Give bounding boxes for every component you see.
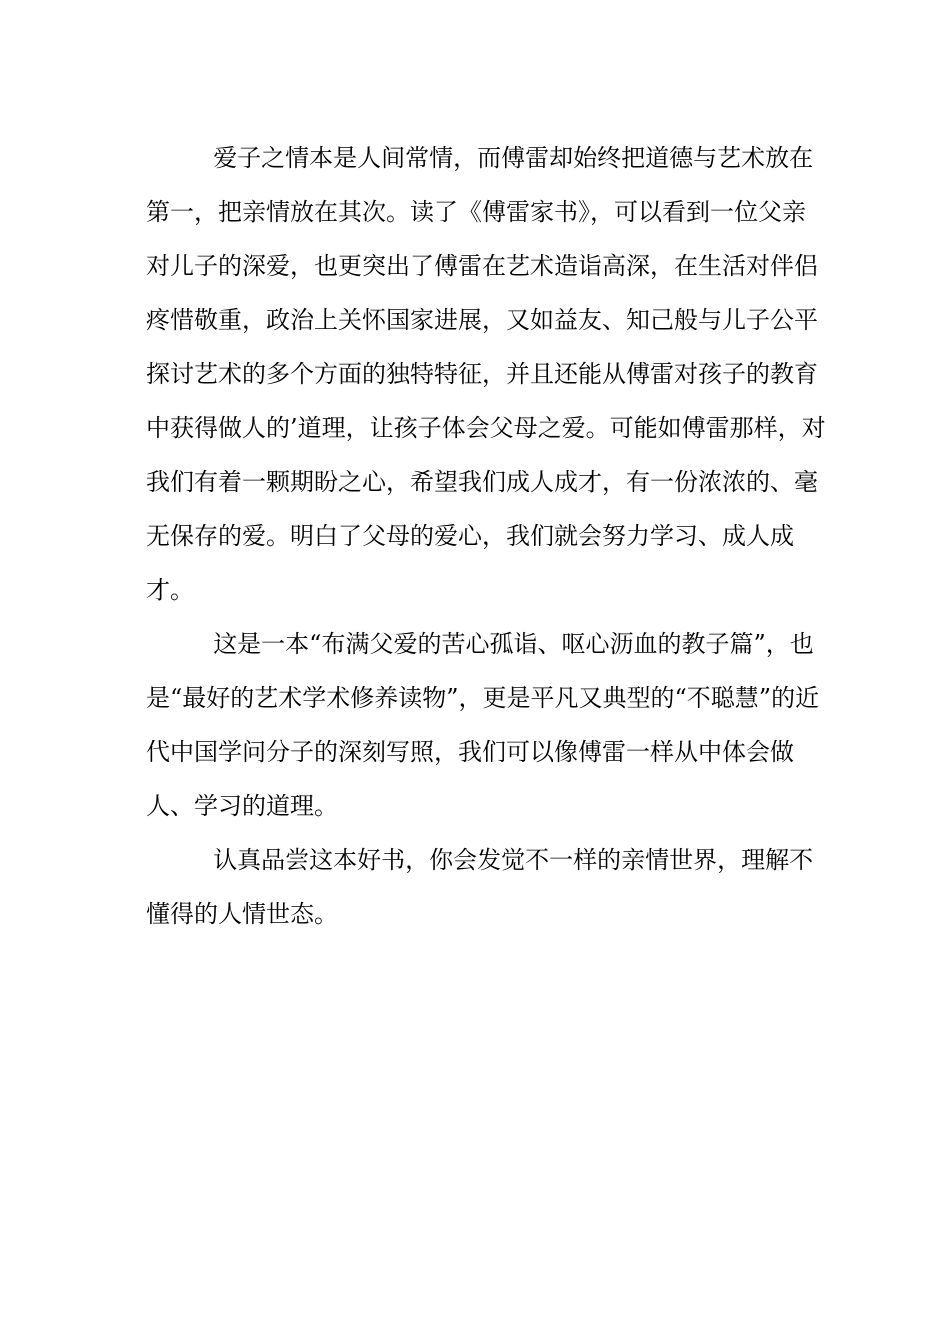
paragraph-2: 这是一本“布满父爱的苦心孤诣、呕心沥血的教子篇”，也是“最好的艺术学术修养读物”，更是平凡又典型的“不聪慧”的近代中国学问分子的深刻写照，我们可以像傅雷一样从中体会做人、学习的道理。: [146, 630, 820, 820]
paragraph-3: 认真品尝这本好书，你会发觉不一样的亲情世界，理解不懂得的人情世态。: [146, 846, 814, 928]
paragraph-1: 爱子之情本是人间常情，而傅雷却始终把道德与艺术放在第一，把亲情放在其次。读了《傅雷家书》，可以看到一位父亲对儿子的深爱，也更突出了傅雷在艺术造诣高深，在生活对伴侣疼惜敬重，政治上关怀国家进展，又如益友、知己般与儿子公平探讨艺术的多个方面的独特特征，并且还能从傅雷对孩子的教育中获得做人的’道理，让孩子体会父母之爱。可能如傅雷那样，对我们有着一颗期盼之心，希望我们成人成才，有一份浓浓的、毫无保存的爱。明白了父母的爱心，我们就会努力学习、成人成才。: [146, 144, 826, 604]
document-body: [146, 131, 826, 941]
